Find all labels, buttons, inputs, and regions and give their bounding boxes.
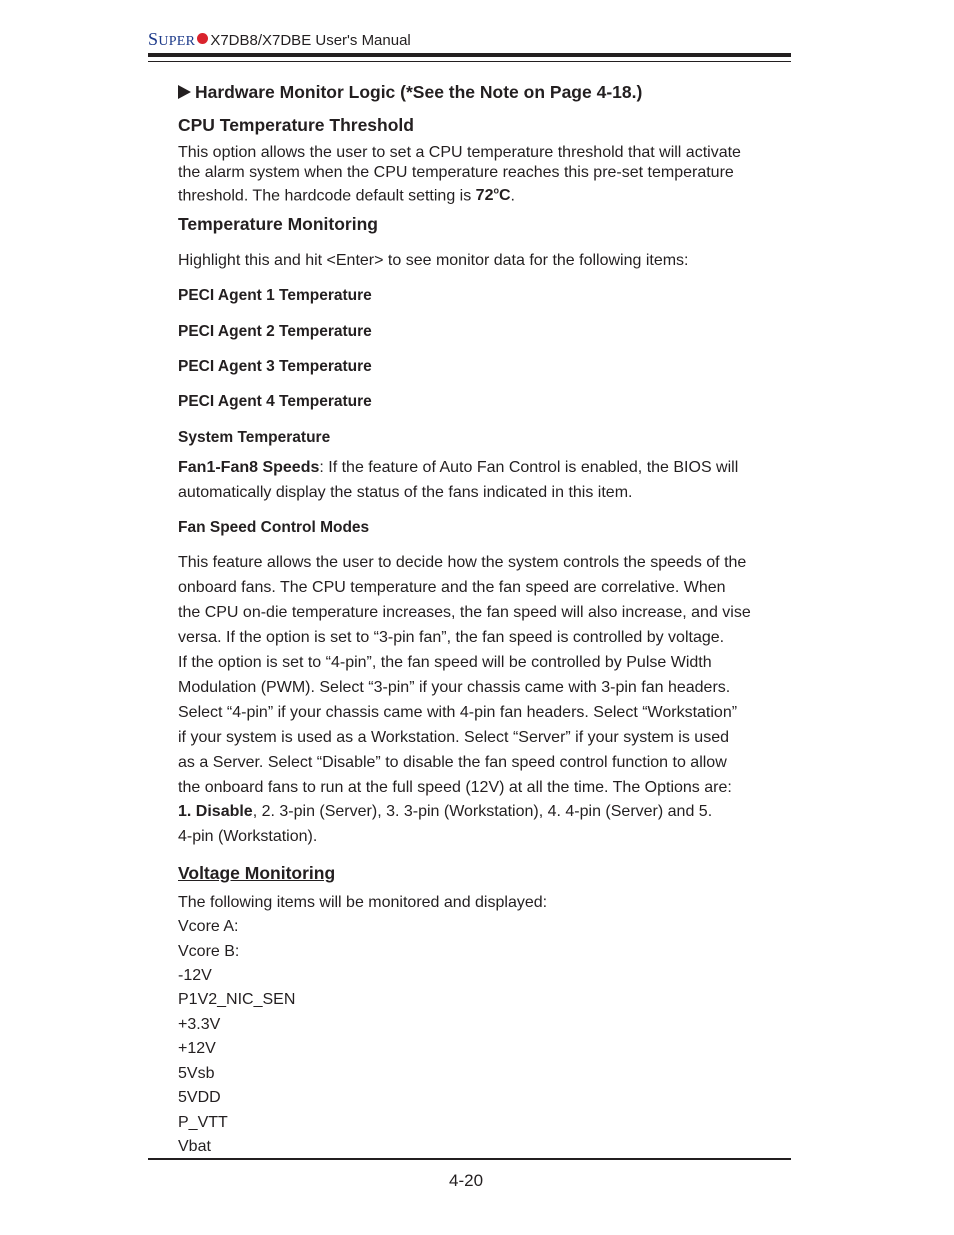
fan-control-line: versa. If the option is set to “3-pin fan”, the fan speed is controlled by voltage. (178, 629, 725, 646)
voltage-item: Vcore B: (178, 943, 240, 960)
fan-control-line: Select “4-pin” if your chassis came with 4-pin fan headers. Select “Workstation” (178, 704, 738, 721)
temp-item: PECI Agent 4 Temperature (178, 393, 372, 410)
cpu-threshold-line: This option allows the user to set a CPU temperature threshold that will activate (178, 144, 741, 161)
cpu-threshold-line: the alarm system when the CPU temperature reaches this pre-set temperature (178, 164, 734, 181)
fan-control-line: if your system is used as a Workstation. Select “Server” if your system is used (178, 729, 729, 746)
cpu-threshold-line: threshold. The hardcode default setting is 72$^o$C. (178, 186, 515, 205)
voltage-item: P1V2_NIC_SEN (178, 991, 296, 1008)
supermicro-logo: SUPER (148, 29, 196, 49)
fan-control-options: 1. Disable, 2. 3-pin (Server), 3. 3-pin (Workstation), 4. 4-pin (Server) and 5. (178, 803, 713, 820)
voltage-intro: The following items will be monitored and displayed: (178, 894, 548, 911)
logo-dot-icon (197, 33, 208, 44)
fan-control-line: the onboard fans to run at the full speed (12V) at all the time. The Options are: (178, 779, 732, 796)
header-brand (148, 29, 411, 50)
temp-monitoring-intro: Highlight this and hit <Enter> to see monitor data for the following items: (178, 252, 689, 269)
fan-speeds-line: automatically display the status of the fans indicated in this item. (178, 484, 633, 501)
fan-control-line: the CPU on-die temperature increases, the fan speed will also increase, and vise (178, 604, 751, 621)
header-rule (148, 53, 791, 57)
header-rule-thin (148, 61, 791, 62)
triangle-bullet-icon (178, 85, 191, 99)
fan-control-line: This feature allows the user to decide how the system controls the speeds of the (178, 554, 747, 571)
temp-item: System Temperature (178, 429, 331, 446)
fan-control-line: Modulation (PWM). Select “3-pin” if your chassis came with 3-pin fan headers. (178, 679, 731, 696)
voltage-item: -12V (178, 967, 212, 984)
voltage-item: Vcore A: (178, 918, 239, 935)
temp-item: PECI Agent 3 Temperature (178, 358, 372, 375)
cpu-threshold-heading: CPU Temperature Threshold (178, 115, 414, 135)
default-option: 1. Disable (178, 803, 253, 820)
default-temp-value: 72$^o$C (475, 186, 511, 205)
fan-control-line: onboard fans. The CPU temperature and the fan speed are correlative. When (178, 579, 726, 596)
fan-control-line: If the option is set to “4-pin”, the fan speed will be controlled by Pulse Width (178, 654, 712, 671)
section-title: Hardware Monitor Logic (*See the Note on Page 4-18.) (178, 82, 642, 103)
voltage-item: P_VTT (178, 1114, 228, 1131)
voltage-item: 5Vsb (178, 1065, 215, 1082)
page-number: 4-20 (449, 1171, 484, 1190)
fan-control-heading: Fan Speed Control Modes (178, 519, 370, 536)
voltage-heading: Voltage Monitoring (178, 863, 336, 883)
voltage-item: 5VDD (178, 1089, 221, 1106)
temp-monitoring-heading: Temperature Monitoring (178, 214, 378, 234)
voltage-item: Vbat (178, 1138, 211, 1155)
fan-control-line: as a Server. Select “Disable” to disable the fan speed control function to allow (178, 754, 727, 771)
footer-rule (148, 1158, 791, 1160)
temp-item: PECI Agent 1 Temperature (178, 287, 372, 304)
fan-control-line: 4-pin (Workstation). (178, 828, 318, 845)
temp-item: PECI Agent 2 Temperature (178, 323, 372, 340)
fan-speeds-line: Fan1-Fan8 Speeds: If the feature of Auto Fan Control is enabled, the BIOS will (178, 459, 739, 476)
fan-speeds-label: Fan1-Fan8 Speeds (178, 459, 320, 476)
manual-title: X7DB8/X7DBE User's Manual (210, 32, 411, 49)
voltage-item: +3.3V (178, 1016, 221, 1033)
voltage-item: +12V (178, 1040, 216, 1057)
